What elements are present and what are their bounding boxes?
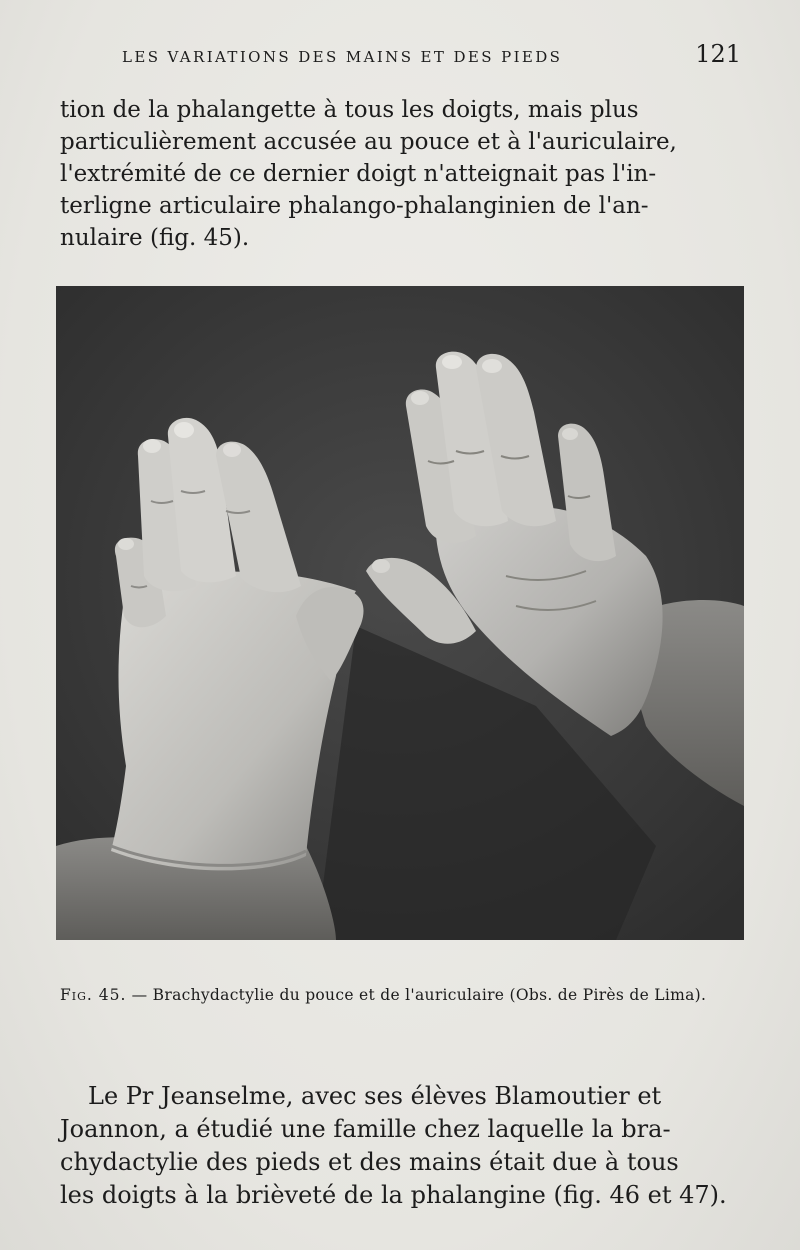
text-line: tion de la phalangette à tous les doigts, mais plus: [60, 97, 639, 123]
text-line: chydactylie des pieds et des mains était due à tous: [60, 1148, 679, 1176]
hands-photo-illustration: [56, 286, 744, 940]
paragraph-top: [60, 94, 746, 254]
text-line: Joannon, a étudié une famille chez laquelle la bra-: [60, 1115, 671, 1143]
text-line: les doigts à la brièveté de la phalangine (fig. 46 et 47).: [60, 1181, 727, 1209]
running-header: [60, 40, 745, 76]
text-line: l'extrémité de ce dernier doigt n'atteignait pas l'in-: [60, 161, 657, 187]
page-number: 121: [695, 40, 741, 68]
text-line: nulaire (fig. 45).: [60, 225, 250, 251]
running-title: LES VARIATIONS DES MAINS ET DES PIEDS: [122, 48, 563, 66]
text-line: particulièrement accusée au pouce et à l'auriculaire,: [60, 129, 677, 155]
figure-photograph-hands: [56, 286, 744, 940]
paragraph-bottom: [60, 1080, 750, 1212]
text-line: Le Pr Jeanselme, avec ses élèves Blamoutier et: [88, 1082, 662, 1110]
caption-text: — Brachydactylie du pouce et de l'auriculaire (Obs. de Pirès de Lima).: [131, 986, 707, 1004]
figure-caption: [60, 984, 750, 1006]
figure-label: Fig. 45.: [60, 986, 127, 1004]
text-line: terligne articulaire phalango-phalanginien de l'an-: [60, 193, 649, 219]
